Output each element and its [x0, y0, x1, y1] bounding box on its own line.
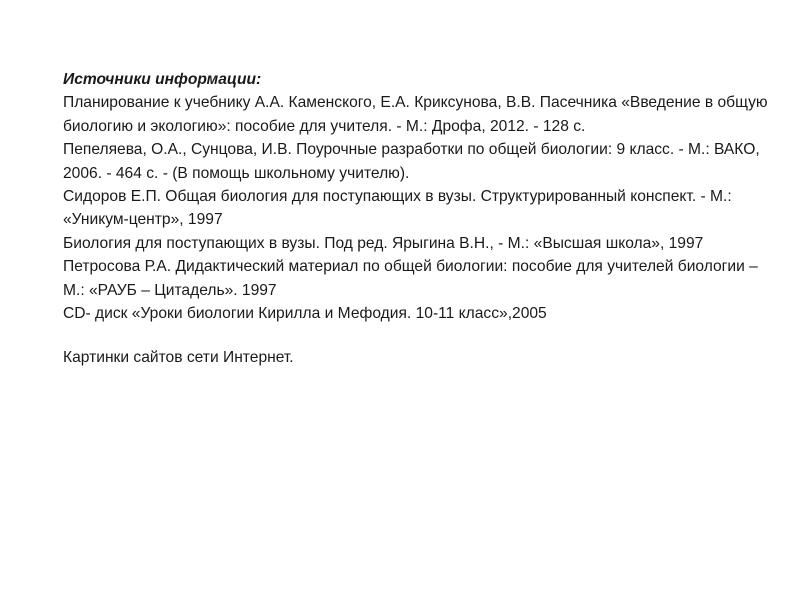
source-item-2: Пепеляева, О.А., Сунцова, И.В. Поурочные разработки по общей биологии: 9 класс. - М.: ВАКО, 2006. - 464 с. - (В помощь школьному учителю). [63, 141, 760, 182]
source-item-5: Петросова Р.А. Дидактический материал по общей биологии: пособие для учителей биологии – М.: «РАУБ – Цитадель». 1997 [63, 258, 758, 299]
spacer [63, 325, 783, 346]
source-item-6: CD- диск «Уроки биологии Кирилла и Мефодия. 10-11 класс»,2005 [63, 305, 547, 323]
sources-heading: Источники информации: [63, 71, 262, 88]
source-item-3: Сидоров Е.П. Общая биология для поступающих в вузы. Структурированный конспект. - М.: «Уникум-центр», 1997 [63, 188, 732, 229]
footer-note: Картинки сайтов сети Интернет. [63, 349, 294, 367]
source-item-4: Биология для поступающих в вузы. Под ред. Ярыгина В.Н., - М.: «Высшая школа», 1997 [63, 234, 704, 252]
source-item-1: Планирование к учебнику А.А. Каменского, Е.А. Криксунова, В.В. Пасечника «Введение в общую биологию и экологию»: пособие для учителя. - М.: Дрофа, 2012. - 128 с. [63, 94, 768, 135]
sources-text-block [63, 68, 783, 370]
